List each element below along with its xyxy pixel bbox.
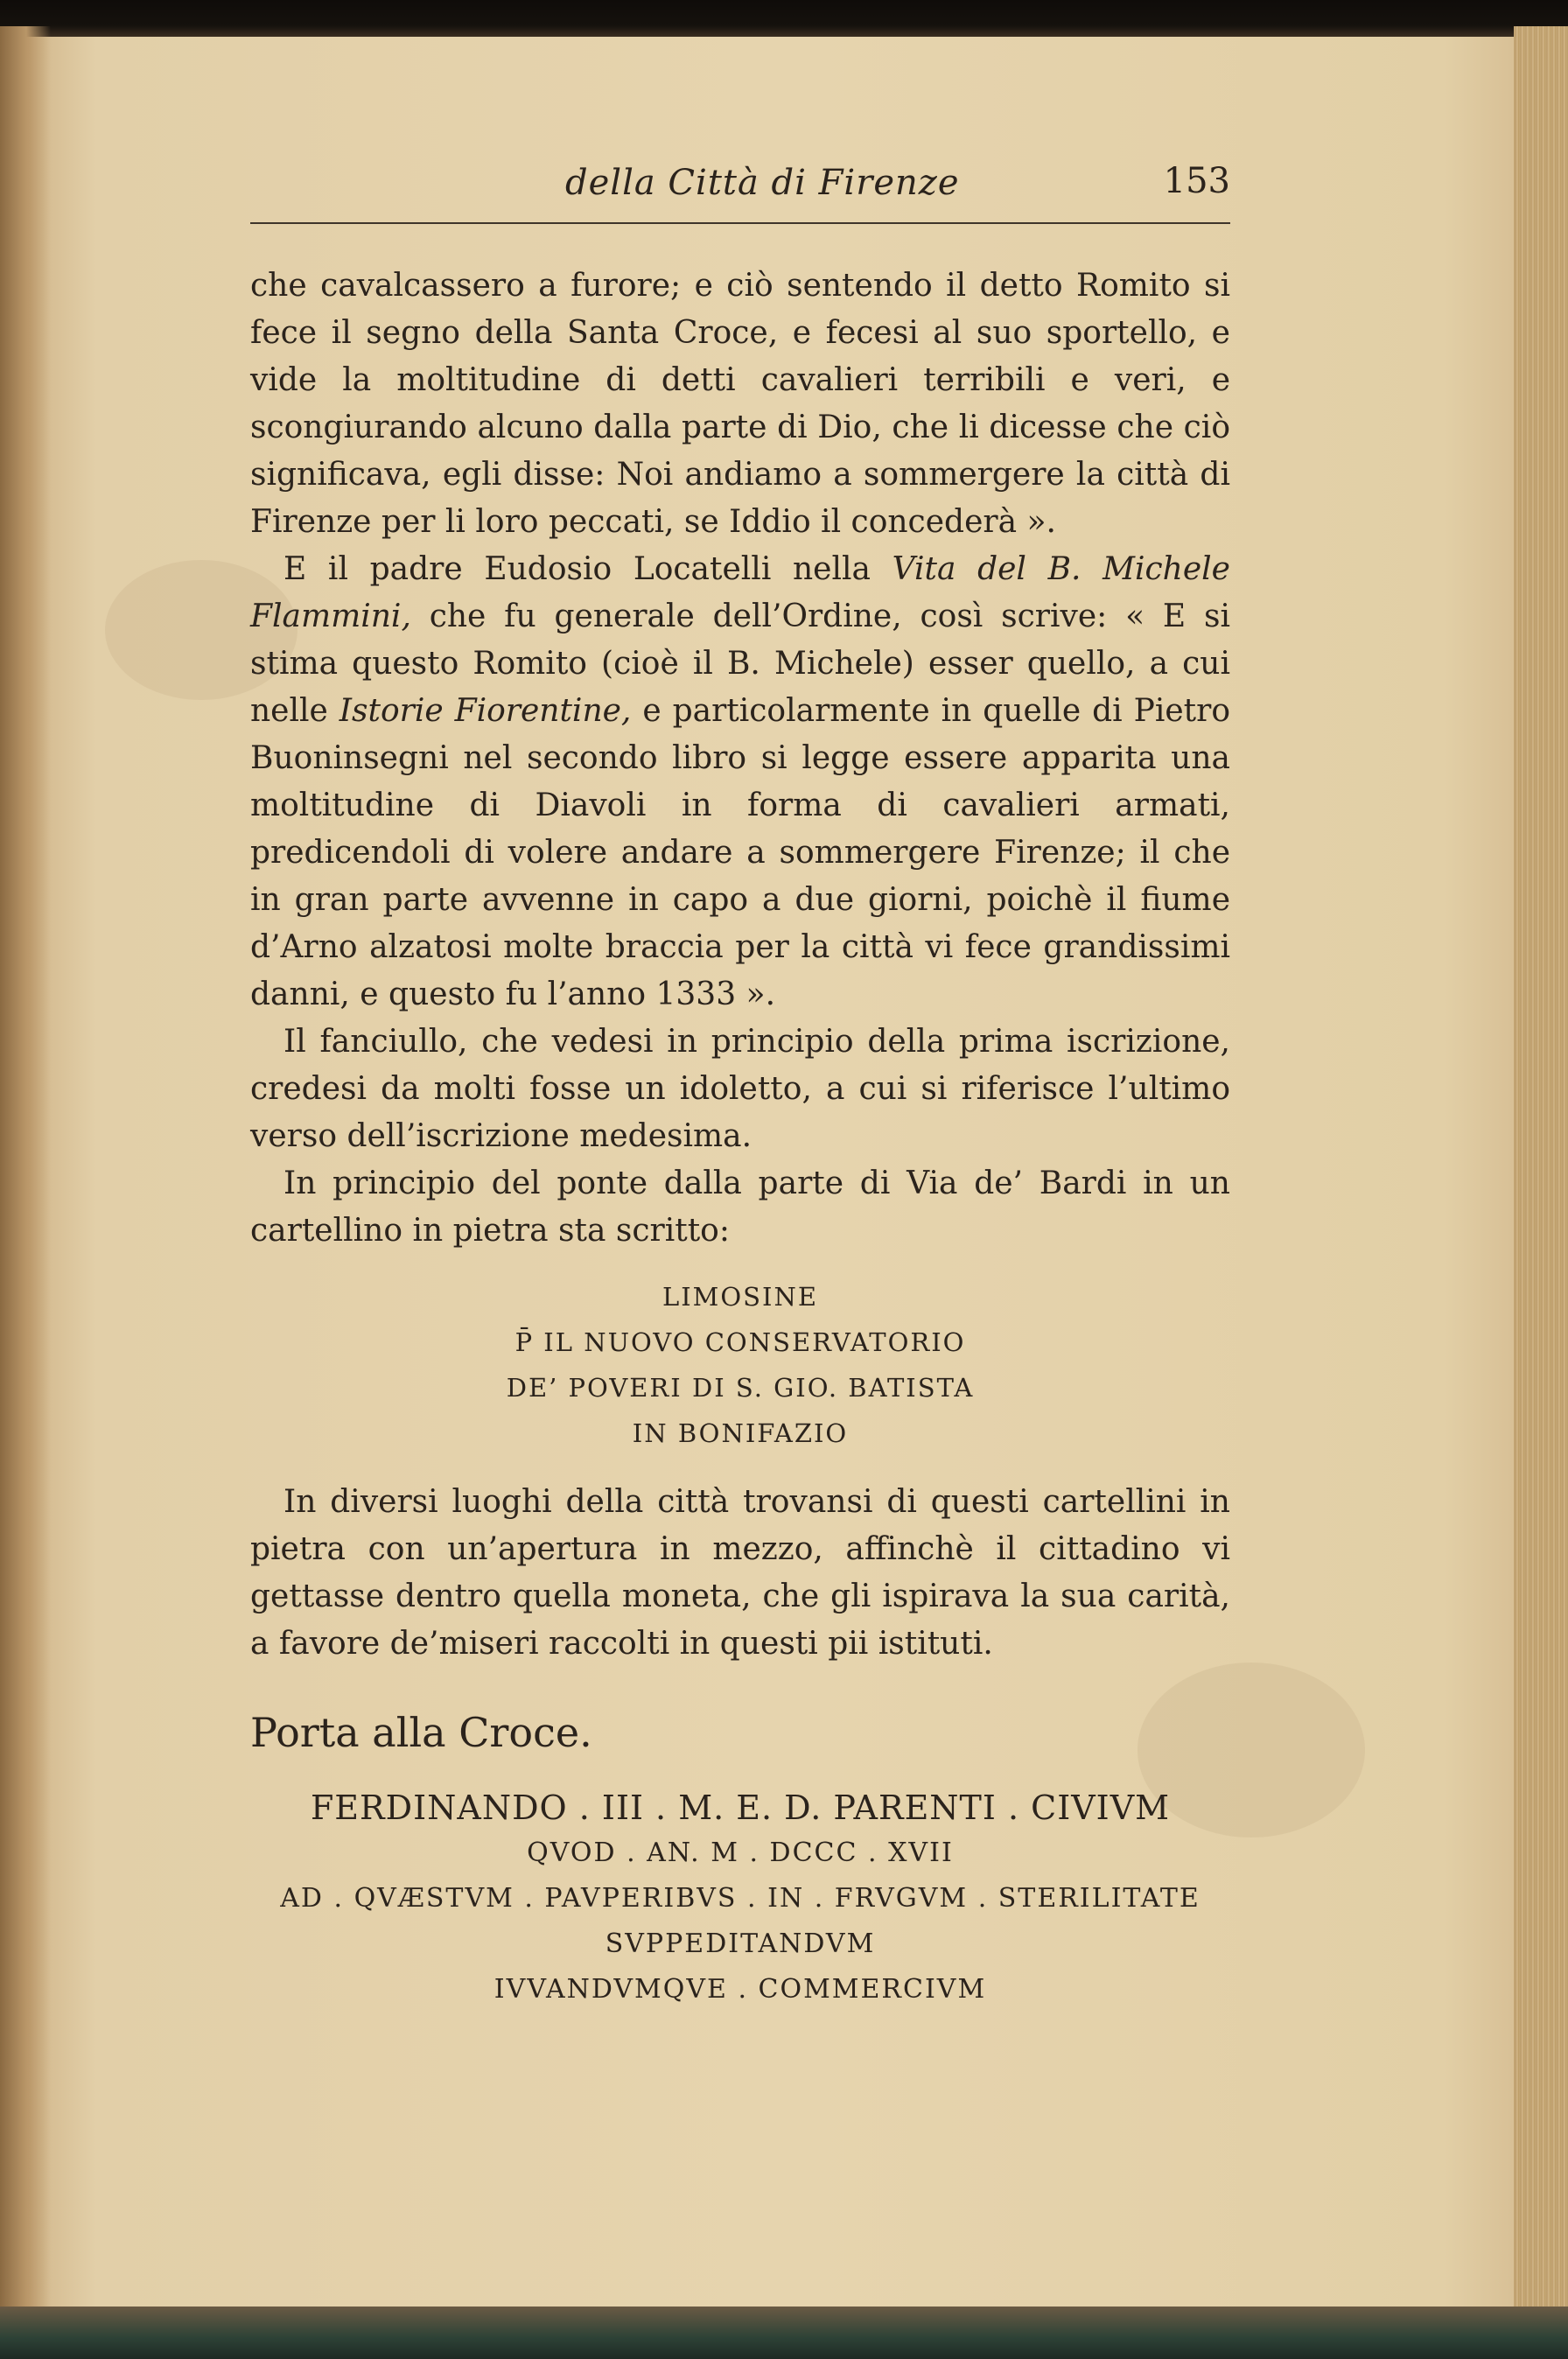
paragraph-2-text-a: E il padre Eudosio Locatelli nella [284,551,892,587]
epigraph-line: AD . QVÆSTVM . PAVPERIBVS . IN . FRVGVM . STERILITATE [280,1883,1200,1914]
epigraph-line: QVOD . AN. M . DCCC . XVII [527,1838,954,1868]
inscription-porta-alla-croce [250,1785,1230,2012]
paragraph-2 [250,546,1230,1018]
running-head [250,163,1230,206]
paragraph-4: In principio del ponte dalla parte di Via de’ Bardi in un cartellino in pietra sta scritto: [250,1166,1230,1249]
paragraph-5: In diversi luoghi della città trovansi di questi cartellini in pietra con un’apertura in mezzo, affinchè il cittadino vi gettasse dentro quella moneta, che gli ispirava la sua carità, a favore de’miseri raccolti in questi pii istituti. [250,1484,1230,1662]
epigraph-line: IVVANDVMQVE . COMMERCIVM [494,1974,987,2005]
epigraph-line: FERDINANDO . III . M. E. D. PARENTI . CIVIVM [310,1788,1171,1827]
header-rule [250,222,1230,224]
text-block [250,0,1230,2359]
page-number: 153 [1163,161,1230,201]
paragraph-2-text-c: e particolarmente in quelle di Pietro Buoninsegni nel secondo libro si legge essere apparita una moltitudine di Diavoli in forma di cavalieri armati, predicendoli di volere andare a sommergere Firenze; il che in gran parte avvenne in capo a due giorni, poichè il fiume d’Arno alzatosi molte braccia per la città vi fece grandissimi danni, e questo fu l’anno 1333 ». [250,693,1230,1012]
inscription-line: IN BONIFAZIO [632,1418,849,1448]
paragraph-2-title-istorie: Istorie Fiorentine, [339,693,632,729]
section-heading: Porta alla Croce. [250,1709,592,1756]
paragraph-2-text-b: che fu generale dell’Ordine, così scrive: « E si stima questo Romito (cioè il B. Michele) esser quello, a cui nelle [250,598,1230,729]
epigraph-line: SVPPEDITANDVM [605,1928,876,1959]
inscription-limosine [250,1274,1230,1456]
inscription-line: LIMOSINE [662,1282,819,1312]
page-fore-edge [1514,26,1568,2310]
running-head-title: della Città di Firenze [565,163,960,203]
inscription-line: DE’ POVERI DI S. GIO. BATISTA [506,1373,975,1403]
paragraph-1: che cavalcassero a furore; e ciò sentendo il detto Romito si fece il segno della Santa Croce, e fecesi al suo sportello, e vide la moltitudine di detti cavalieri terribili e veri, e scongiurando alcuno dalla parte di Dio, che li dicesse che ciò significava, egli disse: Noi andiamo a sommergere la città di Firenze per li loro peccati, se Iddio il concederà ». [250,268,1230,540]
inscription-line: P̄ IL NUOVO CONSERVATORIO [514,1327,966,1357]
paragraph-3: Il fanciullo, che vedesi in principio della prima iscrizione, credesi da molti fosse un idoletto, a cui si riferisce l’ultimo verso dell’iscrizione medesima. [250,1024,1230,1154]
page-gutter [0,26,51,2319]
body-text [250,262,1230,2012]
paragraph-2-title-vita: Vita del B. Michele Flammini, [250,551,1230,634]
